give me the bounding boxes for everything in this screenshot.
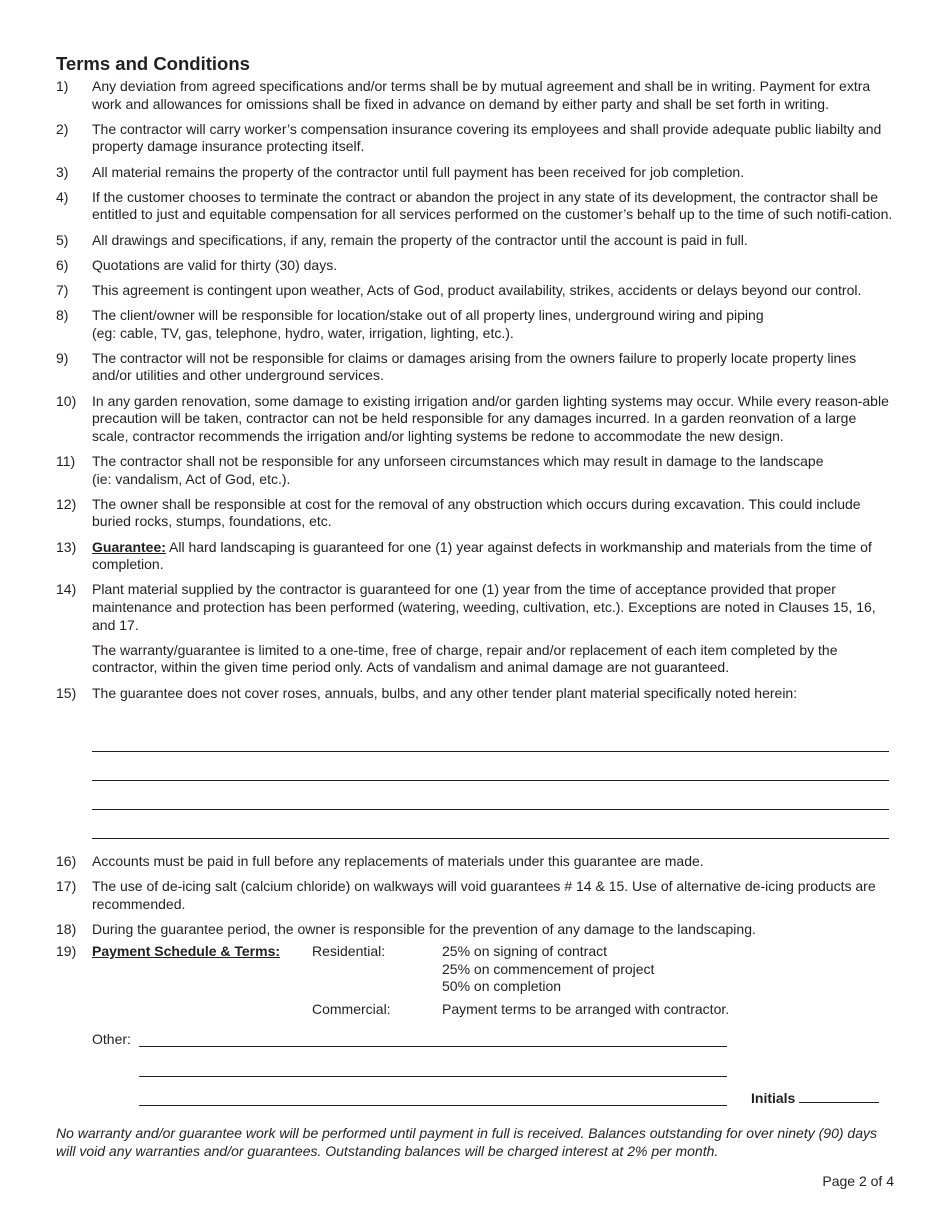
- clause-12: [56, 496, 896, 531]
- clause-text: During the guarantee period, the owner is responsible for the prevention of any damage to the landscaping.: [92, 920, 756, 937]
- clause-text: Quotations are valid for thirty (30) days.: [92, 256, 338, 273]
- clause-text: Any deviation from agreed specifications and/or terms shall be by mutual agreement and shall be in writing. Payment for extra work and allowances for omissions shall be fixed in advance on demand by either party and shall be set forth in writing.: [92, 78, 871, 112]
- clause-9: [56, 350, 896, 385]
- clause-subparagraph: The warranty/guarantee is limited to a one-time, free of charge, repair and/or replacement of each item completed by the contractor, within the given time period only. Acts of vandalism and animal damage are not guaranteed.: [92, 641, 838, 676]
- clause-number: 13): [56, 538, 77, 555]
- clause-4: [56, 189, 896, 224]
- fill-in-line[interactable]: [92, 751, 889, 752]
- fill-in-line[interactable]: [92, 809, 889, 810]
- initials-label: Initials: [751, 1090, 796, 1106]
- clause-number: 4): [56, 188, 69, 205]
- clause-text-line: (eg: cable, TV, gas, telephone, hydro, water, irrigation, lighting, etc.).: [92, 324, 514, 341]
- clause-19: [56, 943, 896, 1023]
- clause-number: 12): [56, 495, 77, 512]
- clause-8: [56, 307, 896, 342]
- page-title: Terms and Conditions: [56, 53, 250, 74]
- clause-text: In any garden renovation, some damage to existing irrigation and/or garden lighting systems may occur. While every reason-able precaution will be taken, contractor can not be held responsible for any damages incurred. In a garden reonvation of a large scale, contractor recommends the irrigation and/or lighting systems be redone to accommodate the new design.: [92, 392, 889, 444]
- clause-2: [56, 121, 896, 156]
- clause-text: Accounts must be paid in full before any replacements of materials under this guarantee are made.: [92, 853, 704, 869]
- clause-number: 2): [56, 120, 69, 137]
- clause-number: 6): [56, 256, 69, 273]
- clause-text: The use of de-icing salt (calcium chloride) on walkways will void guarantees # 14 & 15. Use of alternative de-icing products are recommended.: [92, 878, 876, 912]
- clause-text-line: The contractor shall not be responsible for any unforseen circumstances which may result in damage to the landscape: [92, 453, 824, 470]
- clause-text: All material remains the property of the contractor until full payment has been received for job completion.: [92, 163, 745, 180]
- clause-text-line: (ie: vandalism, Act of God, etc.).: [92, 470, 291, 487]
- residential-term: 50% on completion: [442, 978, 562, 995]
- clause-number: 18): [56, 920, 77, 937]
- clauses-list: [56, 78, 896, 710]
- other-input-line[interactable]: [139, 1105, 727, 1106]
- clause-number: 11): [56, 453, 76, 470]
- commercial-label: Commercial:: [312, 1001, 391, 1017]
- clause-number: 8): [56, 307, 69, 324]
- commercial-terms: Payment terms to be arranged with contractor.: [442, 1001, 730, 1017]
- clause-13: [56, 539, 896, 574]
- clause-number: 19): [56, 943, 77, 959]
- clause-text: Plant material supplied by the contractor is guaranteed for one (1) year from the time of acceptance provided that proper maintenance and protection has been performed (watering, weeding, cultivation, etc.). Exceptions are noted in Clauses 15, 16, and 17.: [92, 581, 876, 633]
- other-input-line[interactable]: [139, 1076, 727, 1077]
- clause-10: [56, 393, 896, 446]
- guarantee-label: Guarantee:: [92, 538, 166, 555]
- clause-text: If the customer chooses to terminate the contract or abandon the project in any state of its development, the contractor shall be entitled to just and equitable compensation for all services performed on the customer’s behalf up to the time of such notifi-cation.: [92, 188, 893, 223]
- clause-text: The contractor will not be responsible for claims or damages arising from the owners failure to properly locate property lines and/or utilities and other underground services.: [92, 349, 857, 384]
- initials-field[interactable]: [751, 1090, 879, 1106]
- clause-14: [56, 581, 896, 677]
- clause-1: [56, 78, 896, 113]
- clause-16: [56, 853, 896, 871]
- clause-number: 14): [56, 581, 77, 598]
- clause-number: 15): [56, 684, 77, 701]
- clause-11: [56, 453, 896, 488]
- clause-18: [56, 921, 896, 939]
- clause-text-line: The client/owner will be responsible for location/stake out of all property lines, underground wiring and piping: [92, 307, 764, 324]
- initials-line[interactable]: [799, 1090, 879, 1103]
- residential-label: Residential:: [312, 943, 386, 959]
- clause-5: [56, 232, 896, 250]
- clause-3: [56, 164, 896, 182]
- clause-17: [56, 878, 896, 913]
- clause-number: 9): [56, 349, 69, 366]
- fill-in-line[interactable]: [92, 780, 889, 781]
- clause-number: 1): [56, 78, 69, 94]
- clause-15: [56, 685, 896, 703]
- clause-text: The owner shall be responsible at cost for the removal of any obstruction which occurs during excavation. This could include buried rocks, stumps, foundations, etc.: [92, 495, 861, 530]
- other-label: Other:: [92, 1031, 131, 1047]
- clause-number: 7): [56, 281, 69, 298]
- payment-schedule-label: Payment Schedule & Terms:: [92, 943, 281, 959]
- clause-number: 5): [56, 231, 69, 248]
- clause-number: 17): [56, 878, 77, 895]
- clause-text: All hard landscaping is guaranteed for one (1) year against defects in workmanship and materials from the time of completion.: [92, 538, 872, 573]
- clause-number: 3): [56, 163, 69, 180]
- residential-terms-list: [442, 943, 654, 996]
- other-input-line[interactable]: [139, 1046, 727, 1047]
- clauses-list-lower: [56, 853, 896, 946]
- clause-6: [56, 257, 896, 275]
- residential-term: 25% on commencement of project: [442, 960, 655, 977]
- clause-7: [56, 282, 896, 300]
- fill-in-line[interactable]: [92, 838, 889, 839]
- payment-warranty-note: No warranty and/or guarantee work will be performed until payment in full is received. Balances outstanding for over ninety (90) days will void any warranties and/or guarantees. Outstanding balances will be charged interest at 2% per month.: [56, 1125, 877, 1159]
- clause-number: 16): [56, 853, 77, 869]
- clause-text: This agreement is contingent upon weather, Acts of God, product availability, strikes, accidents or delays beyond our control.: [92, 281, 862, 298]
- clause-text: The contractor will carry worker’s compensation insurance covering its employees and shall provide adequate public liabilty and property damage insurance protecting itself.: [92, 120, 882, 155]
- residential-term: 25% on signing of contract: [442, 943, 607, 959]
- page-number: Page 2 of 4: [822, 1173, 894, 1189]
- clause-text: All drawings and specifications, if any, remain the property of the contractor until the account is paid in full.: [92, 231, 748, 248]
- clause-text: The guarantee does not cover roses, annuals, bulbs, and any other tender plant material specifically noted herein:: [92, 684, 798, 701]
- clause-number: 10): [56, 392, 77, 409]
